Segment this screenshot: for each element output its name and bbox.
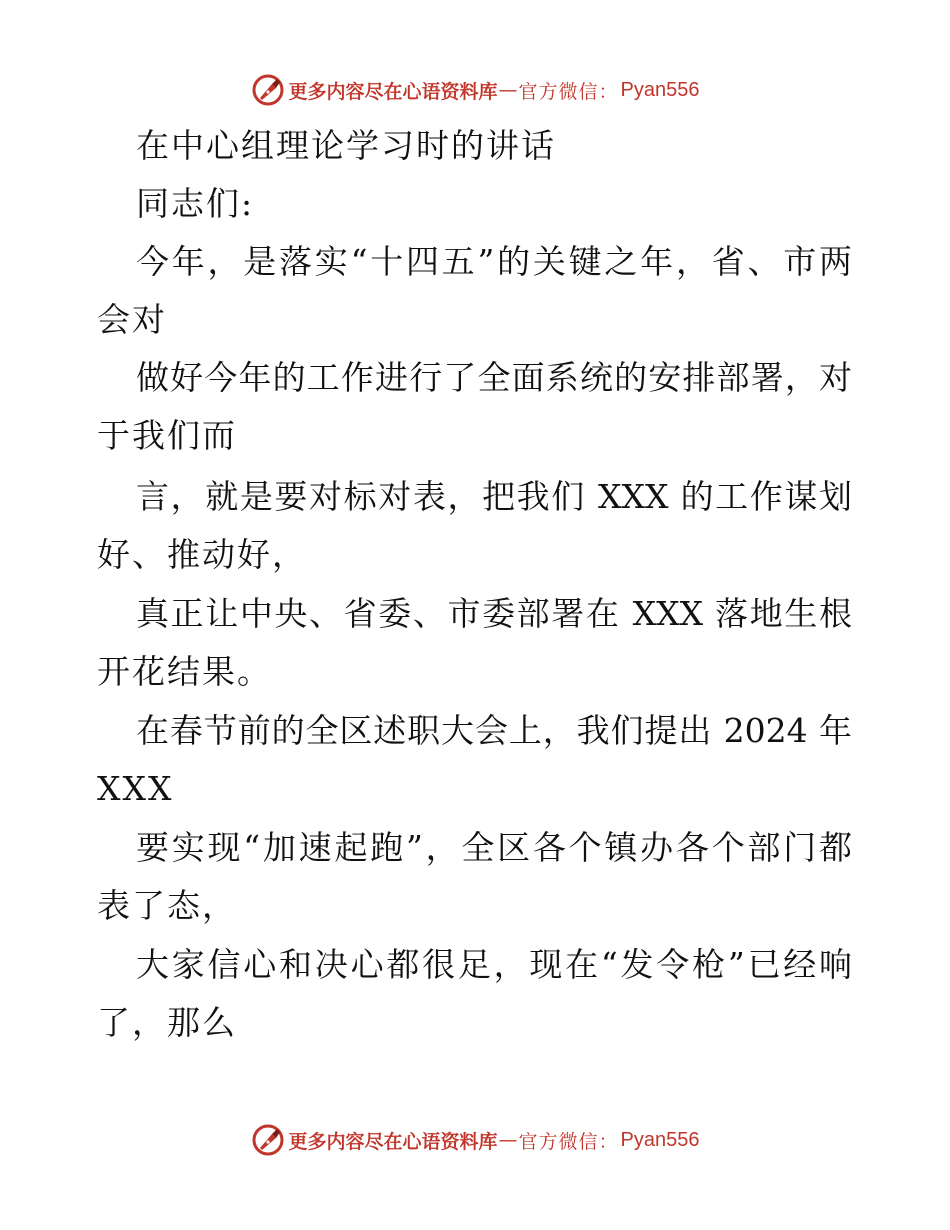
paragraph-line: 表了态， — [97, 886, 237, 925]
paragraph-line: 会对 — [97, 300, 167, 339]
paragraph-line: 于我们而 — [97, 416, 237, 455]
page-title: 在中心组理论学习时的讲话 — [136, 126, 556, 165]
paragraph-line: 言，就是要对标对表，把我们 XXX 的工作谋划 — [136, 477, 852, 516]
pen-nib-logo-icon — [251, 1123, 285, 1157]
paragraph-line: 好、推动好， — [97, 535, 307, 574]
paragraph-line: 做好今年的工作进行了全面系统的安排部署，对 — [136, 358, 852, 397]
separator-dash: — — [498, 79, 518, 101]
paragraph-line: 开花结果。 — [97, 652, 272, 691]
wechat-label: 官方微信： — [518, 80, 619, 103]
wechat-label: 官方微信： — [518, 1130, 619, 1153]
paragraph-line: 要实现“加速起跑”，全区各个镇办各个部门都 — [136, 828, 852, 867]
library-label: 更多内容尽在心语资料库 — [288, 1130, 498, 1153]
separator-dash: — — [498, 1129, 518, 1151]
library-label: 更多内容尽在心语资料库 — [288, 80, 498, 103]
paragraph-line: 真正让中央、省委、市委部署在 XXX 落地生根 — [136, 594, 852, 633]
paragraph-line: XXX — [97, 769, 174, 808]
paragraph-line: 在春节前的全区述职大会上，我们提出 2024 年 — [136, 711, 852, 750]
wechat-handle: Pyan556 — [620, 1128, 700, 1151]
paragraph-line: 大家信心和决心都很足，现在“发令枪”已经响 — [136, 945, 852, 984]
paragraph-line: 今年，是落实“十四五”的关键之年，省、市两 — [136, 242, 852, 281]
paragraph-line: 了，那么 — [97, 1003, 237, 1042]
wechat-handle: Pyan556 — [620, 78, 700, 101]
salutation: 同志们: — [136, 184, 255, 223]
footer-watermark — [0, 1118, 950, 1162]
